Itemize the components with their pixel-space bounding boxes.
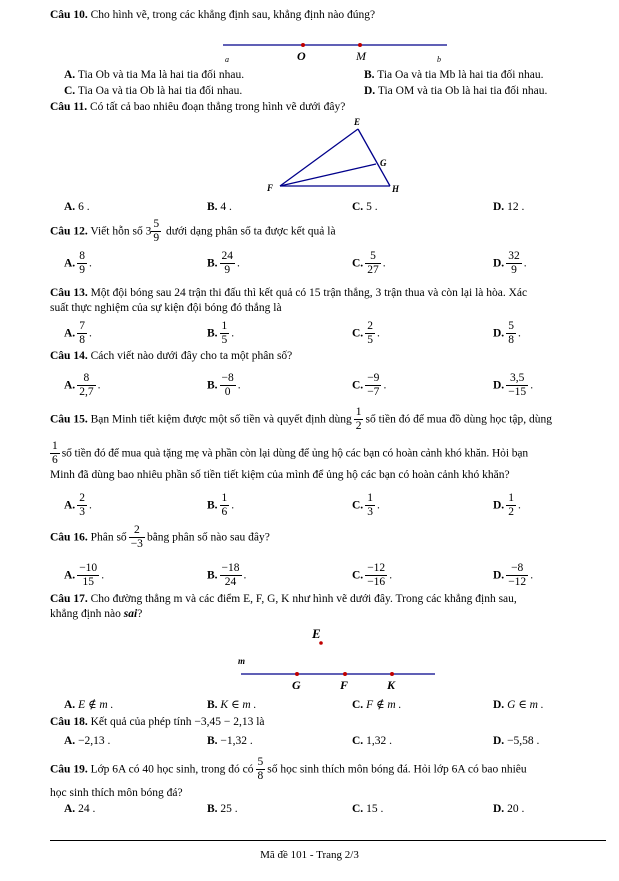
option-d[interactable]: D. 12 . <box>493 201 525 213</box>
label-o: O <box>297 49 306 63</box>
option-a[interactable]: A. 6 . <box>64 201 90 213</box>
option-c[interactable]: C. $\frac{2}{5}$ . <box>352 320 380 347</box>
label-f: F <box>340 678 349 692</box>
point-m <box>358 43 362 47</box>
point-g <box>295 672 299 676</box>
label-h: H <box>392 184 400 194</box>
page-footer: Mã đề 101 - Trang 2/3 <box>260 849 359 861</box>
question-19-line2: học sinh thích môn bóng đá? <box>50 787 183 799</box>
option-c[interactable]: C. F ∉ m . <box>352 699 402 711</box>
option-d[interactable]: D. $\frac{1}{2}$ . <box>493 492 521 519</box>
option-c[interactable]: C. Tia Oa và tia Ob là hai tia đối nhau. <box>64 85 243 97</box>
point-e <box>319 641 323 645</box>
label-m: M <box>356 49 366 63</box>
option-d[interactable]: D. −5,58 . <box>493 735 540 747</box>
question-19: Câu 19. Lớp 6A có 40 học sinh, trong đó có $\frac{5}{8}$ số học sinh thích môn bóng đá. Hỏi lớp 6A có bao nhiêu <box>50 756 527 783</box>
question-15-line3: Minh đã dùng bao nhiêu phần số tiền tiết kiệm của mình để ủng hộ các bạn có hoàn cảnh khó khăn? <box>50 469 510 481</box>
option-c[interactable]: C. $\frac{5}{27}$ . <box>352 250 386 277</box>
option-c[interactable]: C. $\frac{-9}{-7}$ . <box>352 372 387 399</box>
label-g: G <box>380 158 387 168</box>
label-e: E <box>354 117 361 127</box>
option-c[interactable]: C. 15 . <box>352 803 384 815</box>
point-f <box>343 672 347 676</box>
option-a[interactable]: A. $\frac{8}{9}$ . <box>64 250 92 277</box>
option-d[interactable]: D. 20 . <box>493 803 525 815</box>
option-a[interactable]: A. $\frac{-10}{15}$ . <box>64 562 105 589</box>
option-a[interactable]: A. −2,13 . <box>64 735 111 747</box>
point-k <box>390 672 394 676</box>
label-g: G <box>292 678 301 692</box>
label-f: F <box>267 183 274 193</box>
question-11 <box>50 100 610 115</box>
option-a[interactable]: A. $\frac{8}{2,7}$ . <box>64 372 101 399</box>
option-a[interactable]: A. E ∉ m . <box>64 699 114 711</box>
option-d[interactable]: D. $\frac{-8}{-12}$ . <box>493 562 534 589</box>
question-14: Câu 14. Cách viết nào dưới đây cho ta một phân số? <box>50 350 293 362</box>
option-d[interactable]: D. Tia OM và tia Ob là hai tia đối nhau. <box>364 85 548 97</box>
line-figure-q10 <box>215 34 455 66</box>
option-d[interactable]: D. $\frac{32}{9}$ . <box>493 250 527 277</box>
option-a[interactable]: A. $\frac{7}{8}$ . <box>64 320 92 347</box>
question-16: Câu 16. Phân số $\frac{2}{-3}$ bằng phân số nào sau đây? <box>50 524 270 551</box>
option-d[interactable]: D. $\frac{3,5}{-15}$ . <box>493 372 534 399</box>
option-b[interactable]: B. $\frac{1}{6}$ . <box>207 492 235 519</box>
label-m: m <box>238 656 246 666</box>
option-a[interactable]: A. $\frac{2}{3}$ . <box>64 492 92 519</box>
option-b[interactable]: B. $\frac{-18}{24}$ . <box>207 562 247 589</box>
question-15-line2: $\frac{1}{6}$ số tiền đó để mua quà tặng mẹ và phần còn lại dùng để ủng hộ các bạn có hoàn cảnh khó khăn. Hỏi bạn <box>52 440 529 467</box>
label-b: b <box>437 55 441 64</box>
option-b[interactable]: B. $\frac{-8}{0}$ . <box>207 372 241 399</box>
option-b[interactable]: B. $\frac{24}{9}$ . <box>207 250 240 277</box>
option-a[interactable]: A. 24 . <box>64 803 96 815</box>
option-b[interactable]: B. 4 . <box>207 201 232 213</box>
question-17: Câu 17. Cho đường thẳng m và các điểm E, F, G, K như hình vẽ dưới đây. Trong các khẳng định sau, khẳng định nào sai? <box>50 593 517 620</box>
question-12: Câu 12. Viết hỗn số 3 $\frac{5}{9}$ dưới dạng phân số ta được kết quả là <box>50 218 336 245</box>
question-number: Câu 10. <box>50 9 88 21</box>
question-18: Câu 18. Kết quả của phép tính −3,45 − 2,13 là <box>50 716 265 728</box>
option-c[interactable]: C. 1,32 . <box>352 735 392 747</box>
question-text: Cho hình vẽ, trong các khẳng định sau, khẳng định nào đúng? <box>90 9 376 21</box>
option-a[interactable]: A. Tia Ob và tia Ma là hai tia đối nhau. <box>64 69 245 81</box>
option-b[interactable]: B. 25 . <box>207 803 238 815</box>
line-figure-q17 <box>225 622 445 694</box>
option-b[interactable]: B. Tia Oa và tia Mb là hai tia đối nhau. <box>364 69 544 81</box>
question-13: Câu 13. Một đội bóng sau 24 trận thi đấu thì kết quả có 15 trận thắng, 3 trận thua và còn lại là hòa. Xác suất thực nghiệm của sự kiện đội bóng đó thắng là <box>50 287 528 314</box>
option-b[interactable]: B. $\frac{1}{5}$ . <box>207 320 235 347</box>
question-number: Câu 11. <box>50 101 88 113</box>
option-c[interactable]: C. $\frac{-12}{-16}$ . <box>352 562 393 589</box>
option-d[interactable]: D. $\frac{5}{8}$ . <box>493 320 521 347</box>
point-o <box>301 43 305 47</box>
option-b[interactable]: B. −1,32 . <box>207 735 253 747</box>
question-text: Có tất cả bao nhiêu đoạn thẳng trong hình vẽ dưới đây? <box>89 101 346 113</box>
question-15: Câu 15. Bạn Minh tiết kiệm được một số tiền và quyết định dùng $\frac{1}{2}$ số tiền đó để mua đồ dùng học tập, dùng <box>50 406 552 433</box>
mixed-number: 3 $\frac{5}{9}$ <box>145 218 160 245</box>
option-c[interactable]: C. 5 . <box>352 201 378 213</box>
option-d[interactable]: D. G ∈ m . <box>493 699 544 711</box>
label-k: K <box>387 678 396 692</box>
label-e: E <box>312 626 321 641</box>
question-10 <box>50 8 610 23</box>
footer-divider <box>50 840 606 841</box>
label-a: a <box>225 55 229 64</box>
triangle-figure-q11 <box>262 116 412 198</box>
option-c[interactable]: C. $\frac{1}{3}$ . <box>352 492 380 519</box>
option-b[interactable]: B. K ∈ m . <box>207 699 257 711</box>
